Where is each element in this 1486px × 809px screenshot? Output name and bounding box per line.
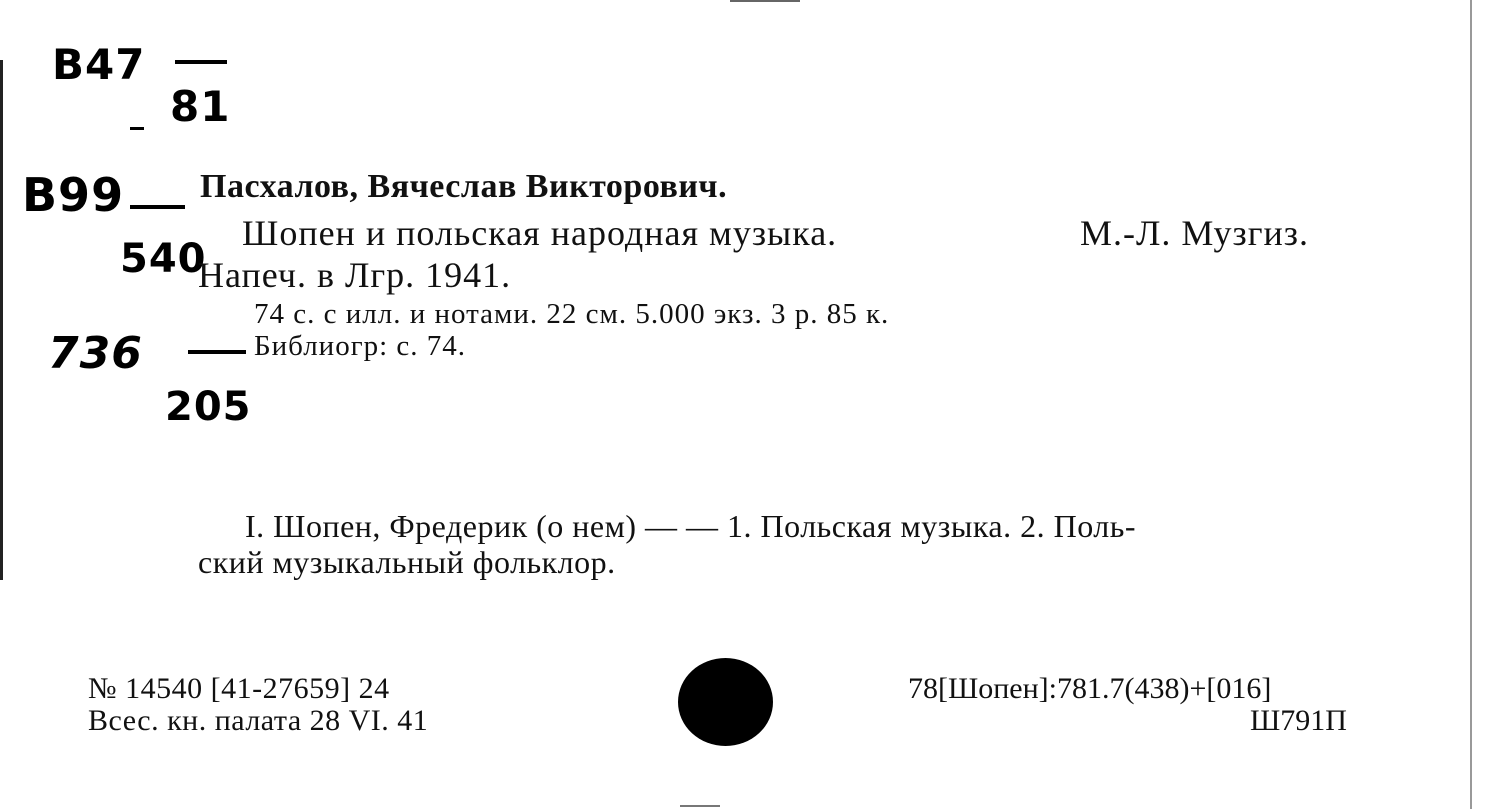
handwritten-code-top: В47 (52, 40, 146, 89)
handwritten-code-left-sub: 540 (120, 236, 207, 282)
author-heading: Пасхалов, Вячеслав Викторович. (200, 168, 728, 205)
handwritten-dash (130, 127, 144, 130)
card-left-edge (0, 60, 3, 580)
classification-code: 78[Шопен]:781.7(438)+[016] (908, 672, 1272, 705)
fraction-line-top (175, 60, 227, 64)
punch-hole (678, 658, 773, 746)
handwritten-code-left: В99 (22, 168, 125, 222)
print-note: Напеч. в Лгр. 1941. (198, 255, 512, 295)
physical-description: 74 с. с илл. и нотами. 22 см. 5.000 экз. 3 р. 85 к. (254, 298, 890, 330)
subject-tracing-line2: ский музыкальный фольклор. (198, 544, 616, 580)
author-mark: Ш791П (1250, 704, 1347, 737)
publisher: М.-Л. Музгиз. (1080, 213, 1309, 253)
handwritten-code-low-sub: 205 (165, 384, 252, 430)
book-chamber-note: Всес. кн. палата 28 VI. 41 (88, 704, 429, 737)
fraction-line-left (130, 205, 185, 209)
book-title: Шопен и польская народная музыка. (242, 213, 838, 253)
record-number: № 14540 [41-27659] 24 (88, 672, 390, 705)
handwritten-code-low: 736 (48, 328, 143, 379)
subject-tracing-line1: I. Шопен, Фредерик (о нем) — — 1. Польская музыка. 2. Поль- (245, 508, 1136, 544)
bibliography-note: Библиогр: с. 74. (254, 330, 467, 362)
handwritten-code-top-sub: 81 (170, 82, 231, 131)
card-right-edge (1470, 0, 1472, 809)
card-bottom-mark (680, 805, 720, 807)
fraction-line-low (188, 350, 246, 354)
card-top-mark (730, 0, 800, 2)
